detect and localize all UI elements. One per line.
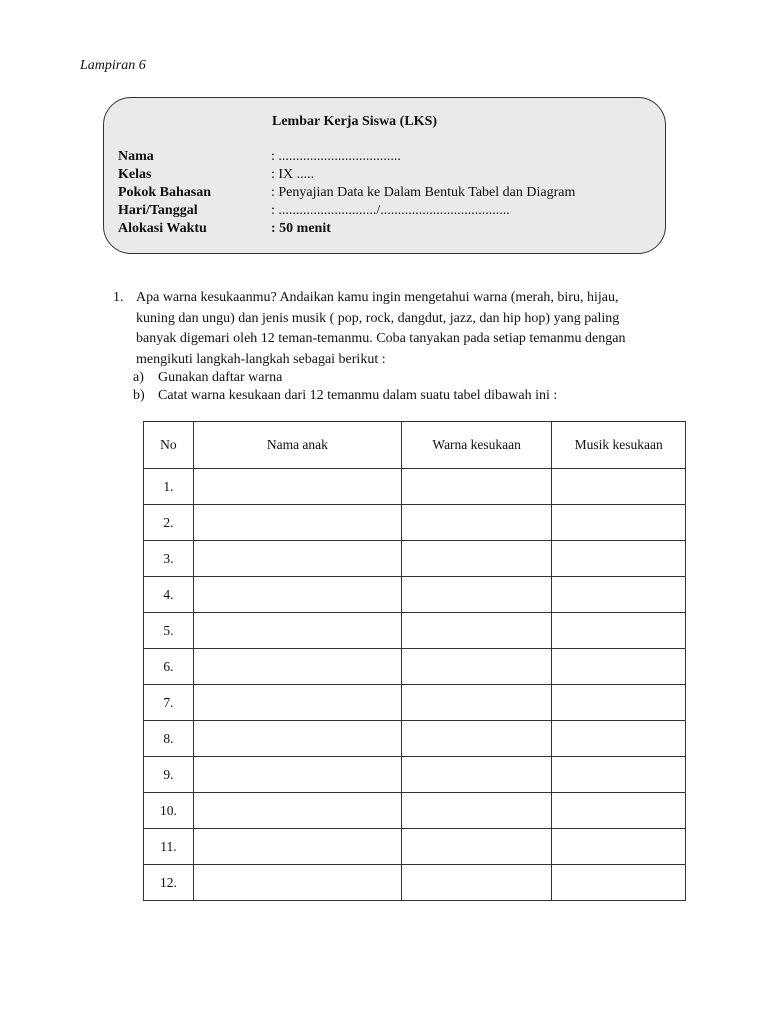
- cell-nama-anak[interactable]: [193, 685, 401, 721]
- table-row: [144, 829, 686, 865]
- table-row: [144, 865, 686, 901]
- cell-nama-anak[interactable]: [193, 613, 401, 649]
- table-row: [144, 577, 686, 613]
- info-label: Alokasi Waktu: [118, 221, 207, 236]
- cell-warna-kesukaan[interactable]: [401, 829, 551, 865]
- cell-nama-anak[interactable]: [193, 541, 401, 577]
- cell-no: 10.: [144, 793, 194, 829]
- cell-musik-kesukaan[interactable]: [552, 541, 686, 577]
- header-no: No: [144, 422, 194, 469]
- info-label: Pokok Bahasan: [118, 185, 211, 200]
- cell-nama-anak[interactable]: [193, 757, 401, 793]
- cell-no: 3.: [144, 541, 194, 577]
- cell-no: 2.: [144, 505, 194, 541]
- answer-table: [143, 421, 686, 901]
- cell-no: 5.: [144, 613, 194, 649]
- cell-warna-kesukaan[interactable]: [401, 685, 551, 721]
- question-line: banyak digemari oleh 12 teman-temanmu. Coba tanyakan pada setiap temanmu dengan: [136, 331, 626, 346]
- cell-warna-kesukaan[interactable]: [401, 577, 551, 613]
- cell-musik-kesukaan[interactable]: [552, 577, 686, 613]
- info-value[interactable]: : ............................/.....................................: [271, 203, 510, 218]
- cell-musik-kesukaan[interactable]: [552, 649, 686, 685]
- table-row: [144, 757, 686, 793]
- cell-no: 11.: [144, 829, 194, 865]
- question-text: [136, 288, 676, 370]
- header-musik-kesukaan: Musik kesukaan: [552, 422, 686, 469]
- cell-nama-anak[interactable]: [193, 469, 401, 505]
- table-row: [144, 469, 686, 505]
- cell-warna-kesukaan[interactable]: [401, 721, 551, 757]
- step-text: Gunakan daftar warna: [158, 370, 283, 385]
- appendix-label: Lampiran 6: [80, 58, 146, 73]
- worksheet-title: Lembar Kerja Siswa (LKS): [272, 114, 438, 129]
- worksheet-header-box: [103, 97, 666, 254]
- info-label: Kelas: [118, 167, 152, 182]
- cell-musik-kesukaan[interactable]: [552, 865, 686, 901]
- cell-warna-kesukaan[interactable]: [401, 613, 551, 649]
- step-text: Catat warna kesukaan dari 12 temanmu dalam suatu tabel dibawah ini :: [158, 388, 558, 403]
- cell-musik-kesukaan[interactable]: [552, 613, 686, 649]
- table-row: [144, 721, 686, 757]
- cell-musik-kesukaan[interactable]: [552, 793, 686, 829]
- table-row: [144, 613, 686, 649]
- cell-musik-kesukaan[interactable]: [552, 829, 686, 865]
- cell-musik-kesukaan[interactable]: [552, 469, 686, 505]
- cell-no: 6.: [144, 649, 194, 685]
- cell-warna-kesukaan[interactable]: [401, 541, 551, 577]
- cell-musik-kesukaan[interactable]: [552, 757, 686, 793]
- table-row: [144, 649, 686, 685]
- table-header-row: [144, 422, 686, 469]
- cell-no: 1.: [144, 469, 194, 505]
- cell-warna-kesukaan[interactable]: [401, 757, 551, 793]
- question-line: mengikuti langkah-langkah sebagai berikut :: [136, 351, 386, 367]
- step-marker: b): [133, 388, 145, 403]
- cell-musik-kesukaan[interactable]: [552, 721, 686, 757]
- cell-warna-kesukaan[interactable]: [401, 793, 551, 829]
- question-number: 1.: [113, 290, 124, 305]
- info-value: : Penyajian Data ke Dalam Bentuk Tabel dan Diagram: [271, 185, 576, 200]
- cell-no: 12.: [144, 865, 194, 901]
- step-b: [133, 386, 557, 407]
- cell-nama-anak[interactable]: [193, 577, 401, 613]
- info-label: Hari/Tanggal: [118, 203, 198, 218]
- cell-warna-kesukaan[interactable]: [401, 469, 551, 505]
- table-row: [144, 541, 686, 577]
- cell-musik-kesukaan[interactable]: [552, 505, 686, 541]
- step-marker: a): [133, 370, 144, 385]
- question-line: kuning dan ungu) dan jenis musik ( pop, rock, dangdut, jazz, dan hip hop) yang paling: [136, 310, 620, 326]
- question-line: Apa warna kesukaanmu? Andaikan kamu ingin mengetahui warna (merah, biru, hijau,: [136, 290, 619, 305]
- cell-nama-anak[interactable]: [193, 865, 401, 901]
- info-value[interactable]: : IX .....: [271, 167, 315, 182]
- cell-no: 9.: [144, 757, 194, 793]
- info-value: : 50 menit: [271, 221, 331, 236]
- cell-nama-anak[interactable]: [193, 793, 401, 829]
- table-row: [144, 505, 686, 541]
- cell-nama-anak[interactable]: [193, 505, 401, 541]
- cell-warna-kesukaan[interactable]: [401, 865, 551, 901]
- cell-no: 8.: [144, 721, 194, 757]
- header-warna-kesukaan: Warna kesukaan: [401, 422, 551, 469]
- header-nama-anak: Nama anak: [193, 422, 401, 469]
- cell-no: 4.: [144, 577, 194, 613]
- table-row: [144, 685, 686, 721]
- table-row: [144, 793, 686, 829]
- info-label: Nama: [118, 149, 154, 164]
- cell-musik-kesukaan[interactable]: [552, 685, 686, 721]
- cell-warna-kesukaan[interactable]: [401, 649, 551, 685]
- cell-warna-kesukaan[interactable]: [401, 505, 551, 541]
- cell-nama-anak[interactable]: [193, 649, 401, 685]
- info-value[interactable]: : ...................................: [271, 149, 401, 164]
- cell-no: 7.: [144, 685, 194, 721]
- cell-nama-anak[interactable]: [193, 829, 401, 865]
- cell-nama-anak[interactable]: [193, 721, 401, 757]
